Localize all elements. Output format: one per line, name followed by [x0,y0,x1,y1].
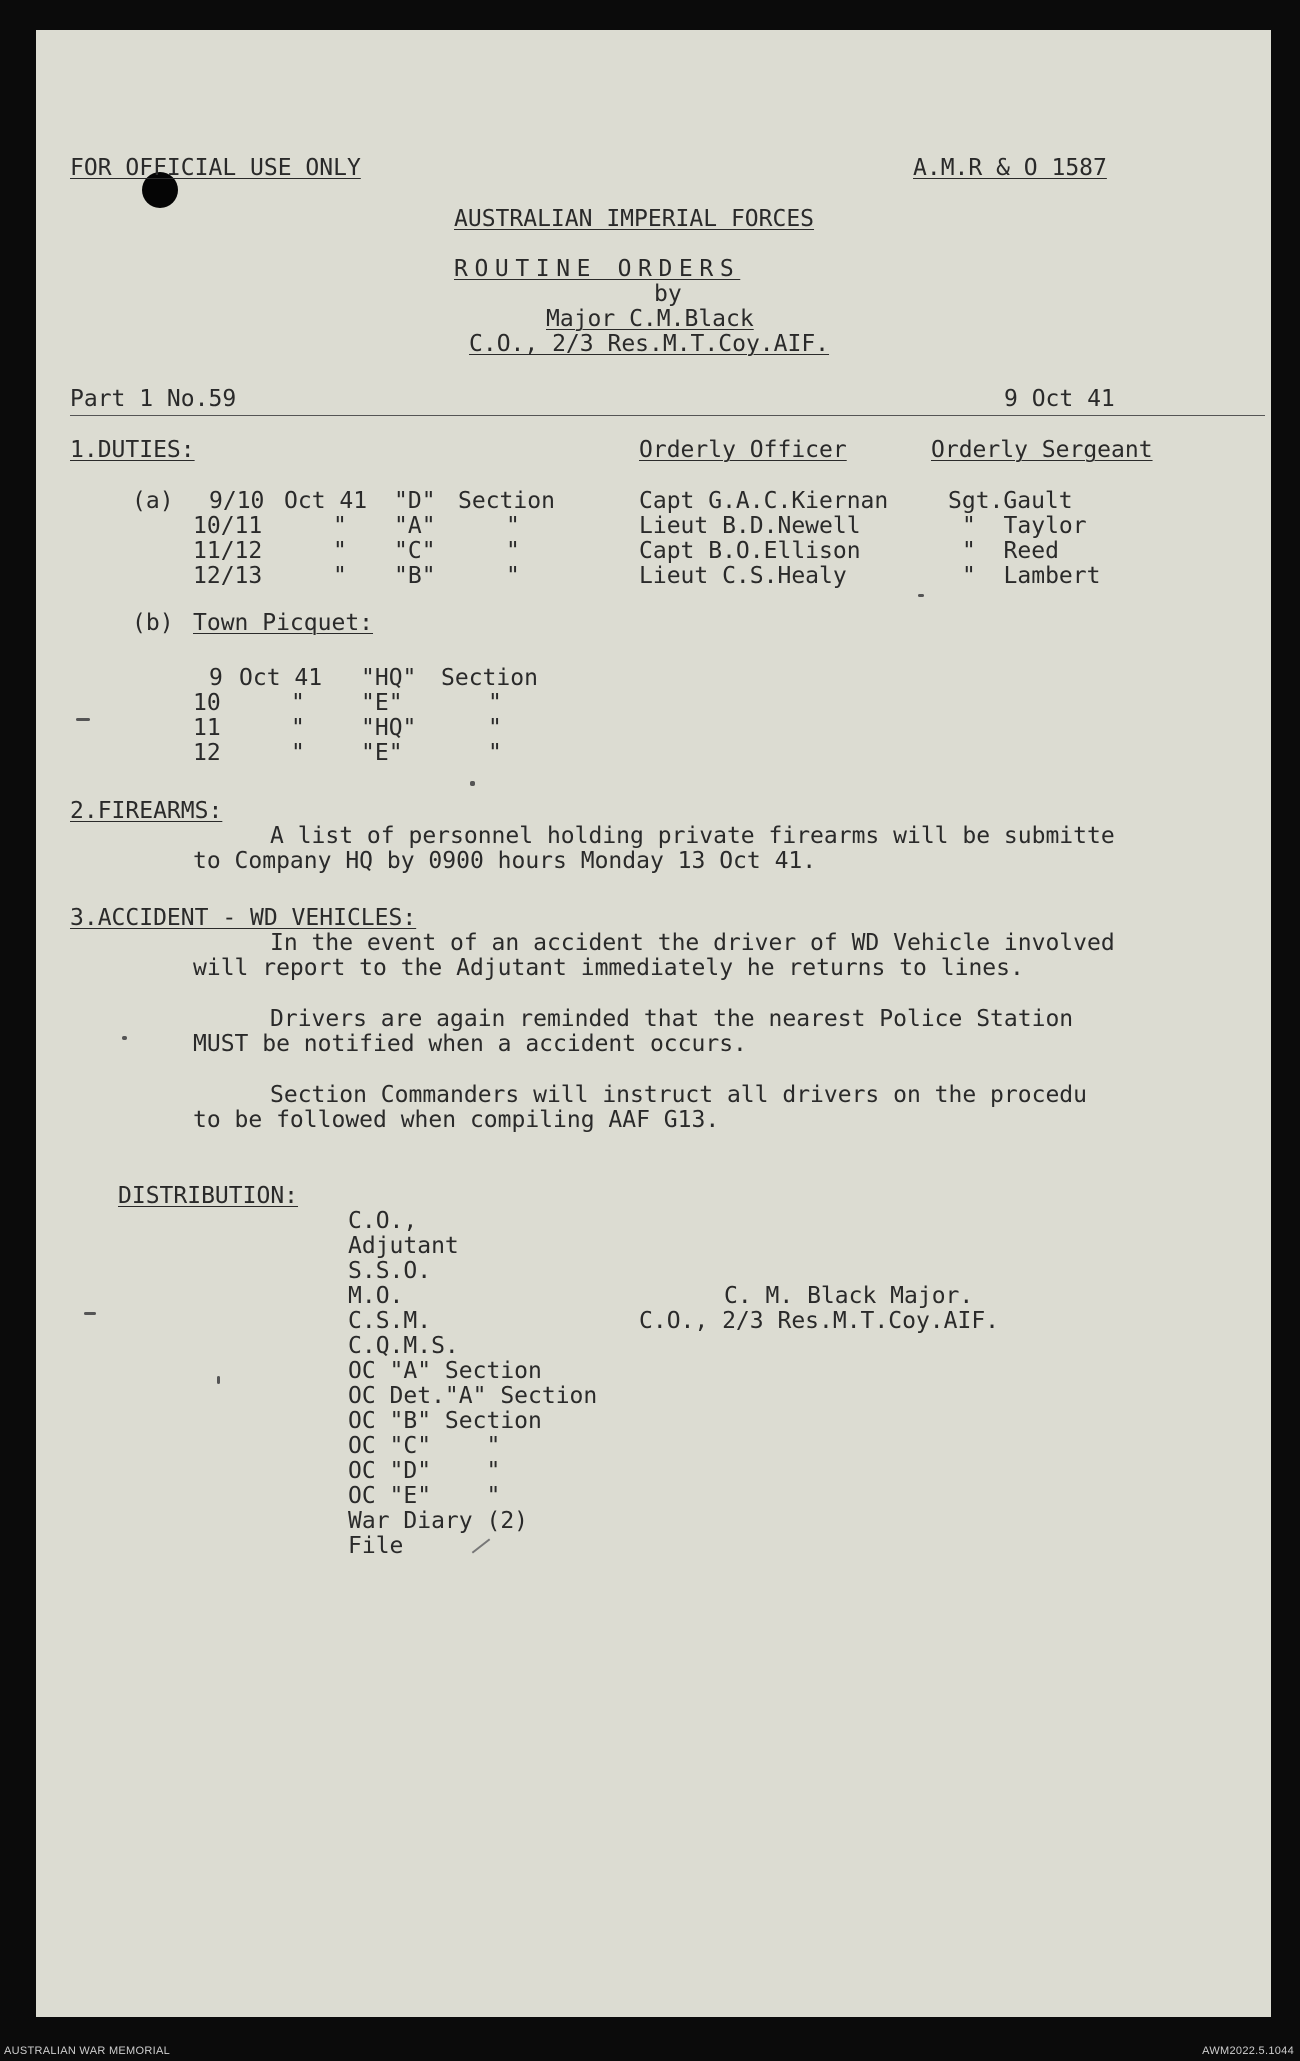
duty-section: "D" [394,488,436,514]
distribution-item: OC "E" " [348,1483,501,1509]
duty-sergeant: " Lambert [962,563,1101,589]
picquet-date: 9 [209,665,223,691]
col-orderly-sergeant: Orderly Sergeant [931,437,1153,463]
duty-dates: 12/13 [193,563,263,589]
picquet-section-word: " [488,740,502,766]
picquet-section: "HQ" [361,665,417,691]
accident-p2-line-2: MUST be notified when a accident occurs. [193,1031,747,1057]
distribution-item: C.S.M. [348,1308,432,1334]
accident-p1-line-2: will report to the Adjutant immediately he returns to lines. [193,955,1024,981]
duty-officer: Capt B.O.Ellison [639,538,861,564]
firearms-heading: 2.FIREARMS: [70,798,223,824]
distribution-item: S.S.O. [348,1258,432,1284]
picquet-section-word: " [488,690,502,716]
distribution-item: OC "A" Section [348,1358,542,1384]
picquet-section-word: " [488,715,502,741]
duties-heading: 1.DUTIES: [70,437,195,463]
footer-accession: AWM2022.5.1044 [1202,2045,1294,2057]
picquet-month: " [291,740,305,766]
distribution-item: War Diary (2) [348,1508,529,1534]
duty-officer: Lieut C.S.Healy [639,563,847,589]
duty-dates: 11/12 [193,538,263,564]
distribution-item: C.O., [348,1208,418,1234]
duty-section-word: Section [458,488,555,514]
duty-month: " [333,563,347,589]
picquet-section: "HQ" [361,715,417,741]
part-date: 9 Oct 41 [1004,386,1115,412]
paper-mark [76,718,90,721]
distribution-item: OC "D" " [348,1458,501,1484]
picquet-date: 12 [193,740,221,766]
duty-dates: 9/10 [209,488,265,514]
pencil-tick [472,1538,491,1553]
accident-p1-line-1: In the event of an accident the driver of WD Vehicle involved [270,930,1115,956]
accident-heading: 3.ACCIDENT - WD VEHICLES: [70,905,417,931]
accident-p3-line-2: to be followed when compiling AAF G13. [193,1107,720,1133]
duty-month: " [333,538,347,564]
part-rule [70,415,1265,416]
distribution-item: OC Det."A" Section [348,1383,598,1409]
firearms-line-2: to Company HQ by 0900 hours Monday 13 Oct 41. [193,848,817,874]
picquet-month: " [291,715,305,741]
picquet-title: Town Picquet: [193,610,374,636]
distribution-item: Adjutant [348,1233,459,1259]
col-orderly-officer: Orderly Officer [639,437,847,463]
firearms-line-1: A list of personnel holding private firearms will be submitte [270,823,1115,849]
duty-sergeant: " Reed [962,538,1059,564]
footer-credit: AUSTRALIAN WAR MEMORIAL [4,2045,171,2057]
distribution-item: OC "B" Section [348,1408,542,1434]
distribution-item: M.O. [348,1283,404,1309]
duty-officer: Capt G.A.C.Kiernan [639,488,889,514]
duty-sergeant: " Taylor [962,513,1087,539]
distribution-item: OC "C" " [348,1433,501,1459]
duty-row-label: (a) [132,488,174,514]
picquet-month: Oct 41 [239,665,323,691]
reference-number: A.M.R & O 1587 [913,155,1107,181]
duty-sergeant: Sgt.Gault [948,488,1073,514]
orders-title: ROUTINE ORDERS [454,256,741,282]
distribution-item: C.Q.M.S. [348,1333,459,1359]
signature-title: C.O., 2/3 Res.M.T.Coy.AIF. [639,1308,1000,1334]
picquet-date: 10 [193,690,221,716]
paper-mark [470,781,475,786]
picquet-date: 11 [193,715,221,741]
paper-mark [217,1376,220,1384]
duty-section-word: " [506,563,520,589]
paper-mark [84,1312,96,1315]
duty-section: "B" [394,563,436,589]
duty-section: "A" [394,513,436,539]
distribution-item: File [348,1533,404,1559]
picquet-section: "E" [361,690,403,716]
picquet-label: (b) [132,610,174,636]
duty-dates: 10/11 [193,513,263,539]
part-number: Part 1 No.59 [70,386,237,412]
duty-officer: Lieut B.D.Newell [639,513,861,539]
unit-name: C.O., 2/3 Res.M.T.Coy.AIF. [469,331,830,357]
by-text: by [654,281,682,307]
signature-name: C. M. Black Major. [724,1283,974,1309]
duty-month: " [333,513,347,539]
picquet-section-word: Section [441,665,538,691]
duty-section-word: " [506,538,520,564]
accident-p2-line-1: Drivers are again reminded that the nearest Police Station [270,1006,1074,1032]
officer-name: Major C.M.Black [546,306,754,332]
org-title: AUSTRALIAN IMPERIAL FORCES [454,206,815,232]
duty-section-word: " [506,513,520,539]
paper-mark [918,594,924,597]
picquet-month: " [291,690,305,716]
picquet-section: "E" [361,740,403,766]
document-page [36,30,1271,2017]
duty-month: Oct 41 [284,488,368,514]
paper-mark [122,1036,127,1040]
duty-section: "C" [394,538,436,564]
accident-p3-line-1: Section Commanders will instruct all drivers on the procedu [270,1082,1087,1108]
classification-label: FOR OFFICIAL USE ONLY [70,155,361,181]
distribution-heading: DISTRIBUTION: [118,1183,299,1209]
